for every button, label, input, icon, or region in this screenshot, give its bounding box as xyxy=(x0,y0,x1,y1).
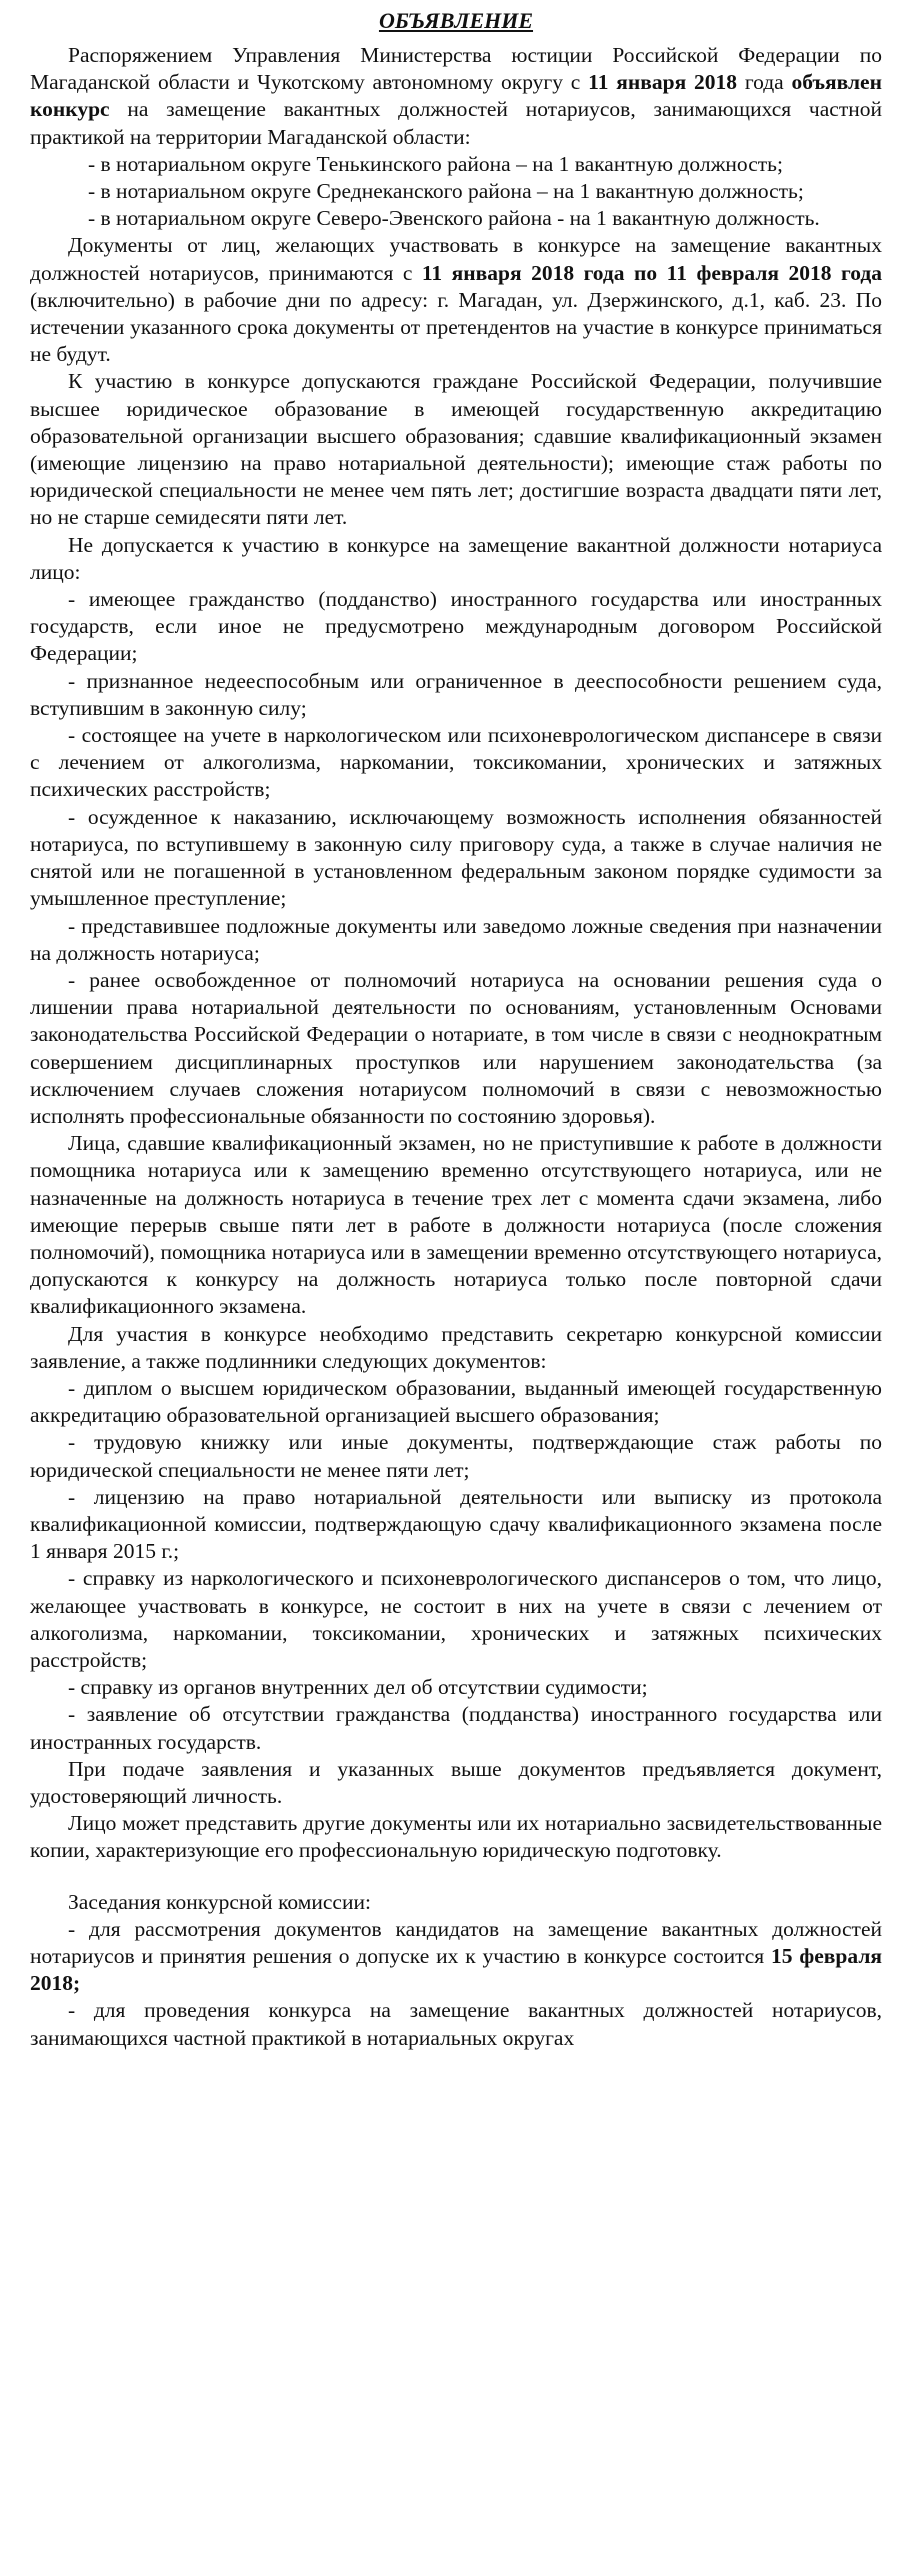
district-item: - в нотариальном округе Среднеканского района – на 1 вакантную должность; xyxy=(88,179,804,204)
not-admitted-item: - представившее подложные документы или заведомо ложные сведения при назначении на должность нотариуса; xyxy=(30,913,882,965)
intro-text-2: года xyxy=(737,70,792,95)
required-item: - справку из наркологического и психоневрологического диспансеров о том, что лицо, желающее участвовать в конкурсе, не состоит в них на учете в связи с лечением от алкоголизма, наркомании, токсикомании, хронических и затяжных психических расстройств; xyxy=(30,1566,882,1672)
document-title: ОБЪЯВЛЕНИЕ xyxy=(378,8,534,33)
required-intro: Для участия в конкурсе необходимо представить секретарю конкурсной комиссии заявление, а также подлинники следующих документов: xyxy=(30,1321,882,1373)
required-item: - лицензию на право нотариальной деятельности или выписку из протокола квалификационной комиссии, подтверждающую сдачу квалификационного экзамена после 1 января 2015 г.; xyxy=(30,1484,882,1564)
documents-text-2: (включительно) в рабочие дни по адресу: г. Магадан, ул. Дзержинского, д.1, каб. 23. По истечении указанного срока документы от претендентов на участие в конкурсе приниматься не будут. xyxy=(30,287,882,367)
documents-text-1: Документы от лиц, желающих участвовать в конкурсе на замещение вакантных должностей нотариусов, принимаются с xyxy=(30,233,882,285)
intro-text-3: на замещение вакантных должностей нотариусов, занимающихся частной практикой на территории Магаданской области: xyxy=(30,97,882,149)
district-item: - в нотариальном округе Тенькинского района – на 1 вакантную должность; xyxy=(88,151,783,176)
district-item: - в нотариальном округе Северо-Эвенского района - на 1 вакантную должность. xyxy=(88,206,820,231)
session-item xyxy=(30,1997,882,2051)
session-1-date: 15 февраля 2018; xyxy=(30,1944,883,1996)
intro-text-1: Распоряжением Управления Министерства юстиции Российской Федерации по Магаданской области и Чукотскому автономному округу с xyxy=(30,43,882,95)
not-admitted-item: - ранее освобожденное от полномочий нотариуса на основании решения суда о лишении права нотариальной деятельности по основаниям, установленным Основами законодательства Российской Федерации о нотариате, в том числе в связи с неоднократным совершением дисциплинарных проступков или нарушением законодательства (за исключением случаев сложения нотариусом полномочий в связи с невозможностью исполнять профессиональные обязанности по состоянию здоровья). xyxy=(30,967,882,1128)
required-item: - справку из органов внутренних дел об отсутствии судимости; xyxy=(68,1675,648,1700)
not-admitted-item: - состоящее на учете в наркологическом или психоневрологическом диспансере в связи с лечением от алкоголизма, наркомании, токсикомании, хронических и затяжных психических расстройств; xyxy=(30,723,882,802)
not-admitted-intro: Не допускается к участию в конкурсе на замещение вакантной должности нотариуса лицо: xyxy=(30,532,882,584)
sessions-title: Заседания конкурсной комиссии: xyxy=(68,1889,371,1914)
section-spacer xyxy=(30,1865,882,1889)
intro-paragraph xyxy=(30,42,882,151)
not-admitted-item: - имеющее гражданство (подданство) иностранного государства или иностранных государств, если иное не предусмотрено международным договором Российской Федерации; xyxy=(30,587,882,666)
documents-dates: 11 января 2018 года по 11 февраля 2018 года xyxy=(421,260,882,285)
documents-paragraph xyxy=(30,232,882,368)
required-item: - заявление об отсутствии гражданства (подданства) иностранного государства или иностранных государств. xyxy=(30,1702,882,1754)
required-item: - диплом о высшем юридическом образовании, выданный имеющей государственную аккредитацию образовательной организацией высшего образования; xyxy=(30,1375,882,1428)
intro-announced: объявлен конкурс xyxy=(30,70,882,122)
intro-date: 11 января 2018 xyxy=(588,70,738,95)
session-2-text: - для проведения конкурса на замещение вакантных должностей нотариусов, занимающихся частной практикой в нотариальных округах xyxy=(30,1998,882,2050)
other-documents-paragraph: Лицо может представить другие документы или их нотариально засвидетельствованные копии, характеризующие его профессиональную юридическую подготовку. xyxy=(30,1811,882,1863)
required-item: - трудовую книжку или иные документы, подтверждающие стаж работы по юридической специальности не менее пяти лет; xyxy=(30,1430,882,1482)
admission-paragraph: К участию в конкурсе допускаются граждане Российской Федерации, получившие высшее юридическое образование в имеющей государственную аккредитацию образовательной организации высшего образования; сдавшие квалификационный экзамен (имеющие лицензию на право нотариальной деятельности); имеющие стаж работы по юридической специальности не менее чем пять лет; достигшие возраста двадцати пяти лет, но не старше семидесяти пяти лет. xyxy=(30,369,882,530)
exam-paragraph: Лица, сдавшие квалификационный экзамен, но не приступившие к работе в должности помощника нотариуса или к замещению временно отсутствующего нотариуса, или не назначенные на должность нотариуса в течение трех лет с момента сдачи экзамена, либо имеющие перерыв свыше пяти лет в работе в должности нотариуса (после сложения полномочий), помощника нотариуса или в замещении временно отсутствующего нотариуса, допускаются к конкурсу на должность нотариуса только после повторной сдачи квалификационного экзамена. xyxy=(30,1131,882,1319)
not-admitted-item: - признанное недееспособным или ограниченное в дееспособности решением суда, вступившим в законную силу; xyxy=(30,668,882,720)
not-admitted-item: - осужденное к наказанию, исключающему возможность исполнения обязанностей нотариуса, по вступившему в законную силу приговору суда, а также в случае наличия не снятой или не погашенной в установленном федеральным законом порядке судимости за умышленное преступление; xyxy=(30,804,882,911)
session-item xyxy=(30,1916,882,1998)
session-1-text: - для рассмотрения документов кандидатов на замещение вакантных должностей нотариусов и принятия решения о допуске их к участию в конкурсе состоится xyxy=(30,1916,882,1969)
identity-paragraph: При подаче заявления и указанных выше документов предъявляется документ, удостоверяющий личность. xyxy=(30,1756,882,1808)
